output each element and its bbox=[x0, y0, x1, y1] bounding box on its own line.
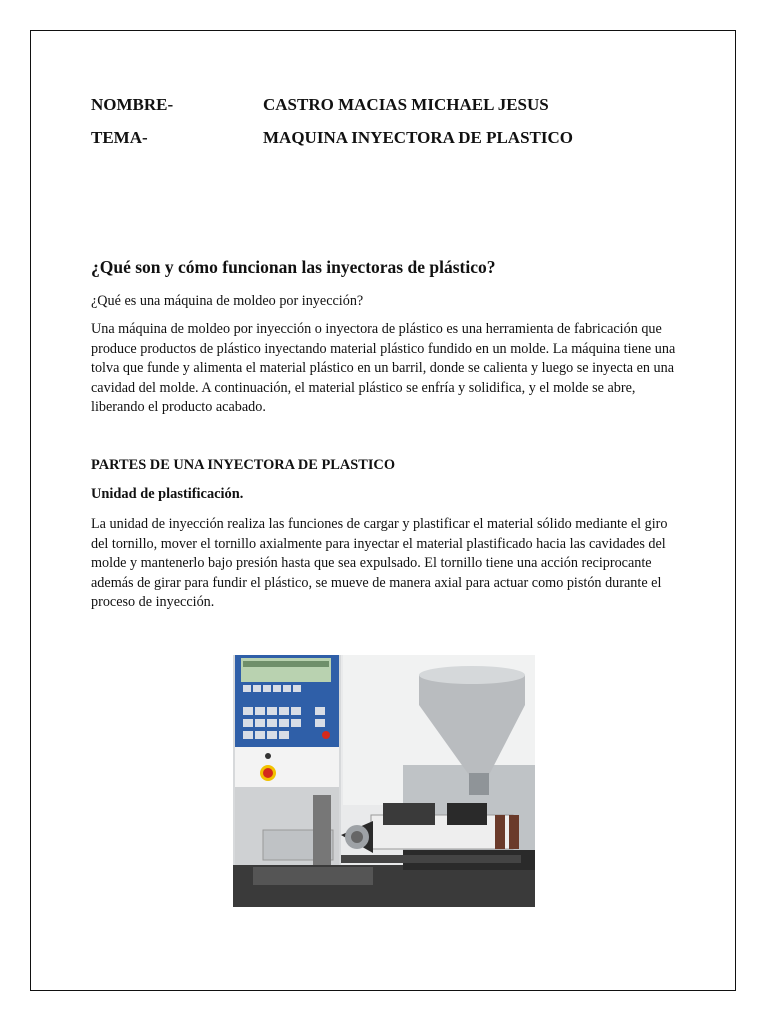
topic-label: TEMA- bbox=[91, 128, 148, 147]
question-text: ¿Qué es una máquina de moldeo por inyección? bbox=[91, 293, 364, 309]
name-label: NOMBRE- bbox=[91, 95, 174, 114]
injection-machine-photo bbox=[233, 655, 535, 907]
section-heading: ¿Qué son y cómo funcionan las inyectoras de plástico? bbox=[91, 257, 496, 277]
definition-paragraph: Una máquina de moldeo por inyección o inyectora de plástico es una herramienta de fabricación que produce productos de plástico inyectando material plástico fundido en un molde. La máquina tiene una tolva que funde y alimenta el material plástico en un barril, donde se calienta y luego se inyecta en una cavidad del molde. A continuación, el material plástico se enfría y solidifica, y el molde se abre, liberando el producto acabado. bbox=[91, 321, 676, 416]
topic-value: MAQUINA INYECTORA DE PLASTICO bbox=[263, 128, 573, 147]
parts-heading: PARTES DE UNA INYECTORA DE PLASTICO bbox=[91, 457, 396, 473]
name-value: CASTRO MACIAS MICHAEL JESUS bbox=[263, 95, 549, 114]
plastification-paragraph: La unidad de inyección realiza las funciones de cargar y plastificar el material sólido mediante el giro del tornillo, mover el tornillo axialmente para inyectar el material plastificado hacia las cavidades del molde y mantenerlo bajo presión hasta que sea expulsado. El tornillo tiene una acción reciprocante además de girar para fundir el plástico, se mueve de manera axial para actuar como pistón durante el proceso de inyección. bbox=[91, 516, 668, 611]
plastification-subheading: Unidad de plastificación. bbox=[91, 486, 244, 502]
